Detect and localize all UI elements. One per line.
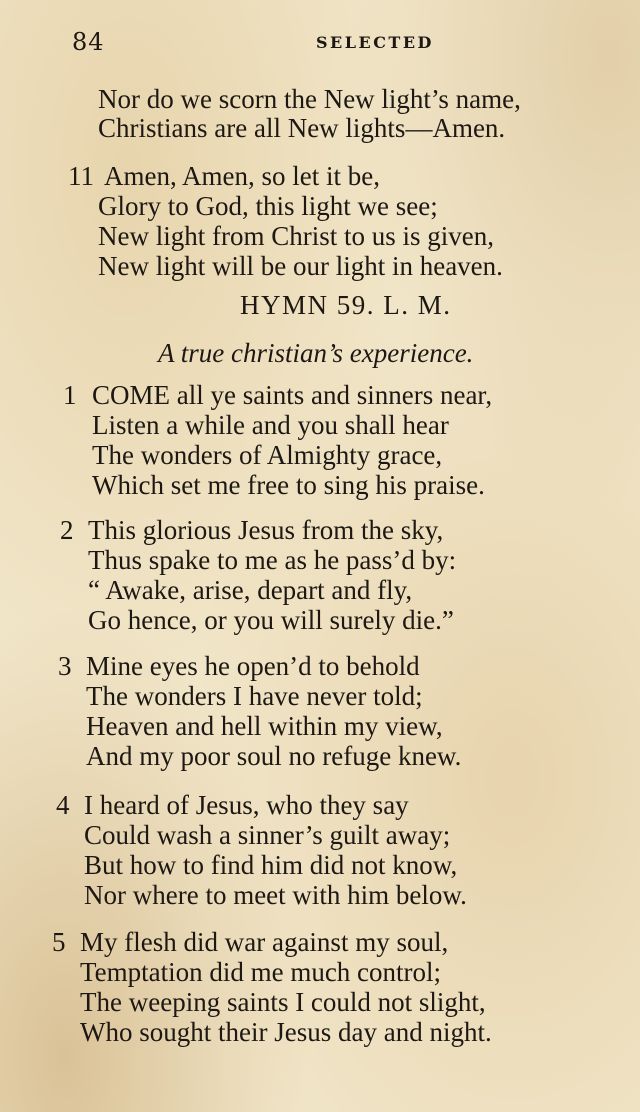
hymn-title: HYMN 59. L. M. (240, 290, 452, 320)
running-head: SELECTED (316, 33, 434, 52)
verse-number: 1 (63, 380, 77, 410)
verse-line: The weeping saints I could not slight, (80, 987, 486, 1017)
verse-line: Temptation did me much control; (80, 957, 442, 987)
verse-line: I heard of Jesus, who they say (84, 790, 409, 820)
hymn-subtitle: A true christian’s experience. (158, 338, 474, 368)
verse-line: Which set me free to sing his praise. (92, 470, 485, 500)
verse-line: This glorious Jesus from the sky, (88, 515, 444, 545)
verse-line: Listen a while and you shall hear (92, 410, 449, 440)
verse-line: And my poor soul no refuge knew. (86, 741, 462, 771)
page-number: 84 (72, 28, 105, 56)
verse-line: Could wash a sinner’s guilt away; (84, 820, 451, 850)
verse-line: Thus spake to me as he pass’d by: (88, 545, 457, 575)
verse-line: Amen, Amen, so let it be, (104, 161, 380, 191)
verse-line: Mine eyes he open’d to behold (86, 651, 420, 681)
verse-line: But how to find him did not know, (84, 850, 458, 880)
page-header (72, 28, 592, 58)
verse-number: 5 (52, 927, 66, 957)
verse-line: Heaven and hell within my view, (86, 711, 443, 741)
verse-line: New light will be our light in heaven. (98, 251, 503, 281)
verse-number: 2 (60, 515, 74, 545)
verse-line: My flesh did war against my soul, (80, 927, 449, 957)
verse-number: 11 (68, 161, 94, 191)
verse-line: Nor do we scorn the New light’s name, (98, 84, 521, 114)
verse-line: Glory to God, this light we see; (98, 191, 438, 221)
verse-number: 3 (58, 651, 72, 681)
verse-line: New light from Christ to us is given, (98, 221, 494, 251)
verse-line: Who sought their Jesus day and night. (80, 1017, 492, 1047)
verse-line: The wonders of Almighty grace, (92, 440, 443, 470)
verse-line: Go hence, or you will surely die.” (88, 605, 454, 635)
verse-line: Christians are all New lights—Amen. (98, 113, 506, 143)
verse-line: The wonders I have never told; (86, 681, 423, 711)
verse-line: “ Awake, arise, depart and fly, (88, 575, 413, 605)
verse-line: COME all ye saints and sinners near, (92, 380, 493, 410)
verse-line: Nor where to meet with him below. (84, 880, 467, 910)
verse-number: 4 (56, 790, 70, 820)
